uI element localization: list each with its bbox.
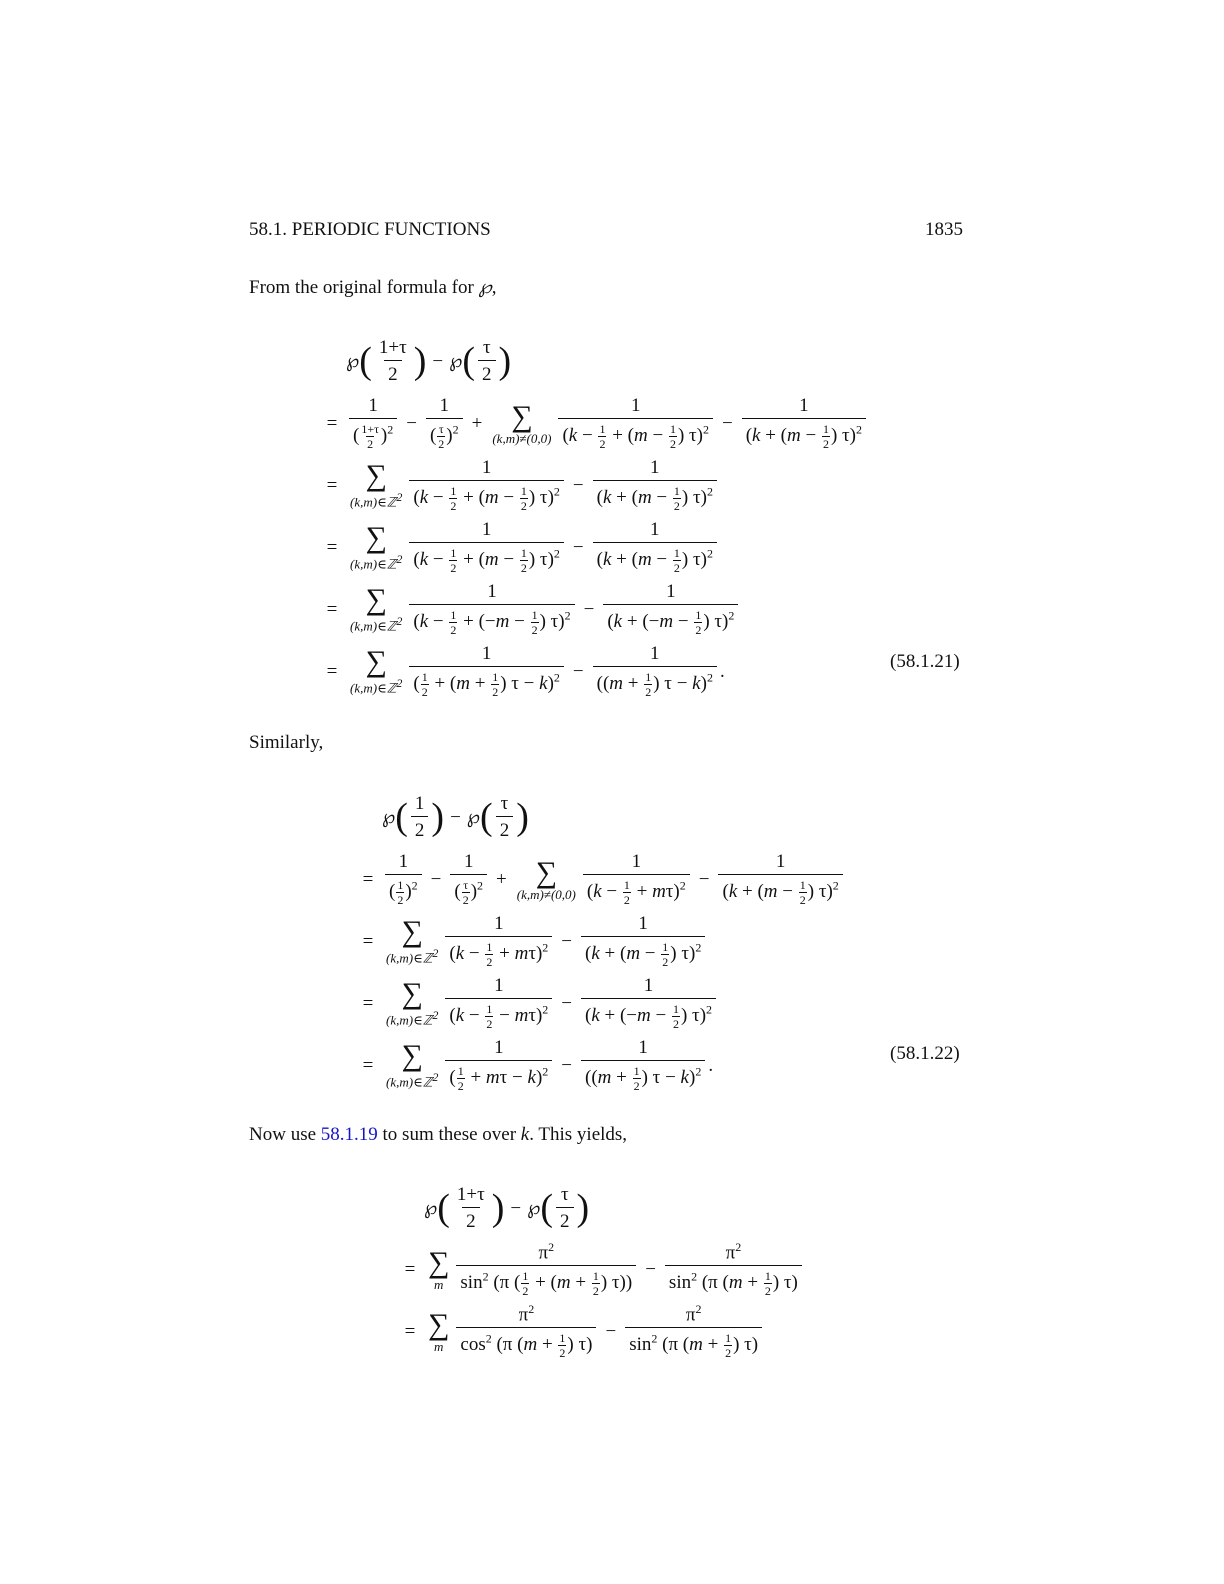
equation-line: = ∑ (k,m)∈ℤ$^2$ 1 (k − $\frac{1}{2}$ + (m − $\frac{1}{2}$ ) τ)$^2$ − 1 (k + (m − $\frac{1}{2}$ ) τ)$^2$ bbox=[318, 454, 869, 516]
equation-line: = 1 ( $\frac{1}{2}$ )$^2$ − 1 ( $\frac{\tau}{2}$ )$^2$ + ∑ (k,m)≠(0,0) 1 (k − $\frac{1}{2}$ + mτ)$^2$ − 1 (k + (m − $\frac{1}{2}$ ) τ)$^2$ bbox=[354, 848, 846, 910]
equation-line: = ∑ m $\pi^2$ $\sin^2 (\pi$ ( $\frac{1}{2}$ + (m + $\frac{1}{2}$ ) τ)) − $\pi^2$ $\sin^2 (\pi$ (m + $\frac{1}{2}$ ) τ) bbox=[396, 1238, 805, 1300]
equation-line: = ∑ (k,m)∈ℤ$^2$ 1 (k − $\frac{1}{2}$ + (−m − $\frac{1}{2}$ ) τ)$^2$ − 1 (k + (−m − $\frac{1}{2}$ ) τ)$^2$ bbox=[318, 578, 869, 640]
now-use-paragraph: Now use 58.1.19 to sum these over k. This yields, bbox=[249, 1124, 628, 1145]
equation-number: (58.1.21) bbox=[890, 651, 960, 672]
equation-line: ℘ ( $\frac{1+\tau}{2}$ ) − ℘ ( $\frac{\tau}{2}$ ) bbox=[424, 1184, 590, 1232]
equation-line: = ∑ (k,m)∈ℤ$^2$ 1 (k − $\frac{1}{2}$ + mτ)$^2$ − 1 (k + (m − $\frac{1}{2}$ ) τ)$^2$ bbox=[354, 910, 846, 972]
equation-line: = ∑ (k,m)∈ℤ$^2$ 1 (k − $\frac{1}{2}$ − mτ)$^2$ − 1 (k + (−m − $\frac{1}{2}$ ) τ)$^2$ bbox=[354, 972, 846, 1034]
equation-line: = ∑ m $\pi^2$ $\cos^2 (\pi$ (m + $\frac{1}{2}$ ) τ) − $\pi^2$ $\sin^2 (\pi$ (m + $\frac{1}{2}$ ) τ) bbox=[396, 1300, 805, 1362]
equation-ref-link[interactable]: 58.1.19 bbox=[320, 1124, 378, 1145]
equation-block-58-1-22 bbox=[354, 786, 846, 1096]
equation-block-58-1-21 bbox=[318, 330, 869, 702]
running-title: 58.1. PERIODIC FUNCTIONS bbox=[249, 219, 491, 240]
page-number: 1835 bbox=[925, 219, 963, 240]
equation-line: ℘ ( $\frac{1}{2}$ ) − ℘ ( $\frac{\tau}{2}$ ) bbox=[382, 793, 529, 841]
equation-line: = ∑ (k,m)∈ℤ$^2$ 1 ( $\frac{1}{2}$ + (m + $\frac{1}{2}$ ) τ − k)$^2$ − 1 ((m + $\frac{1}{2}$ ) τ − k)$^2$ . bbox=[326, 643, 725, 699]
intro-paragraph: From the original formula for ℘, bbox=[249, 277, 497, 298]
equation-line: = ∑ (k,m)∈ℤ$^2$ 1 ( $\frac{1}{2}$ + mτ − k)$^2$ − 1 ((m + $\frac{1}{2}$ ) τ − k)$^2$ . bbox=[362, 1037, 714, 1093]
equation-block-sum-over-k bbox=[396, 1178, 805, 1362]
equation-number: (58.1.22) bbox=[890, 1043, 960, 1064]
equation-line: = 1 ( $\frac{1+\tau}{2}$ )$^2$ − 1 ( $\frac{\tau}{2}$ )$^2$ + ∑ (k,m)≠(0,0) 1 (k − $\frac{1}{2}$ + (m − $\frac{1}{2}$ ) τ)$^2$ − 1 (k + (m − $\frac{1}{2}$ ) τ)$^2$ bbox=[318, 392, 869, 454]
equation-line: = ∑ (k,m)∈ℤ$^2$ 1 (k − $\frac{1}{2}$ + (m − $\frac{1}{2}$ ) τ)$^2$ − 1 (k + (m − $\frac{1}{2}$ ) τ)$^2$ bbox=[318, 516, 869, 578]
similarly-paragraph: Similarly, bbox=[249, 732, 324, 753]
equation-line: ℘ ( $\frac{1+\tau}{2}$ ) − ℘ ( $\frac{\tau}{2}$ ) bbox=[346, 337, 512, 385]
page-header bbox=[249, 219, 963, 243]
